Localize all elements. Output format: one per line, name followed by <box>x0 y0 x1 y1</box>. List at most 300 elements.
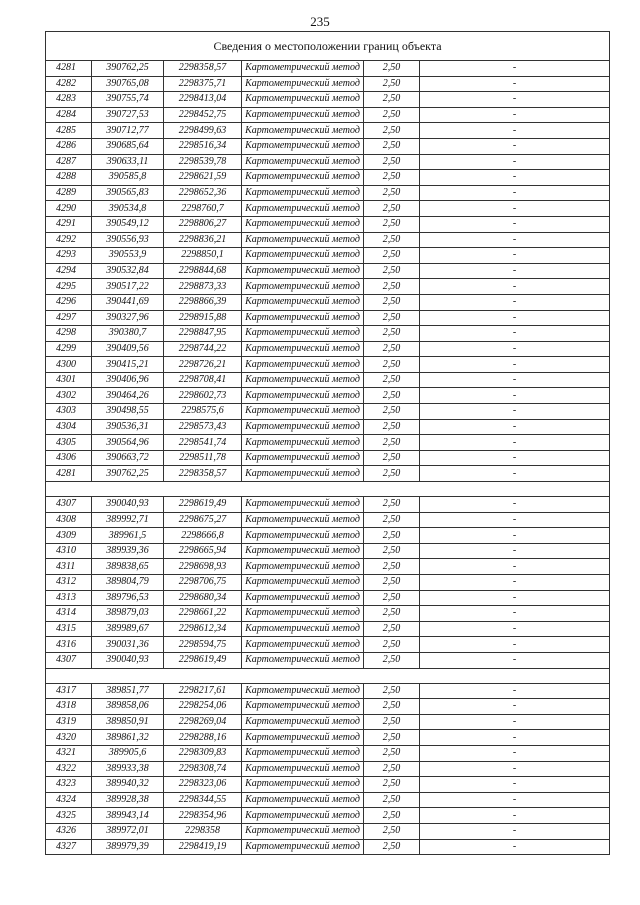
coord-y-cell: 2298358,57 <box>164 466 242 482</box>
method-cell: Картометрический метод <box>242 216 364 232</box>
description-cell: - <box>420 92 610 108</box>
coord-x-cell: 390534,8 <box>92 201 164 217</box>
point-number-cell: 4281 <box>46 466 92 482</box>
method-cell: Картометрический метод <box>242 761 364 777</box>
method-cell: Картометрический метод <box>242 419 364 435</box>
method-cell: Картометрический метод <box>242 590 364 606</box>
coord-x-cell: 390765,08 <box>92 76 164 92</box>
coord-x-cell: 389796,53 <box>92 590 164 606</box>
table-row <box>46 76 610 92</box>
accuracy-cell: 2,50 <box>364 823 420 839</box>
point-number-cell: 4300 <box>46 357 92 373</box>
table-row <box>46 575 610 591</box>
point-number-cell: 4303 <box>46 404 92 420</box>
description-cell: - <box>420 683 610 699</box>
description-cell: - <box>420 372 610 388</box>
block-separator-row <box>46 668 610 683</box>
coord-y-cell: 2298661,22 <box>164 606 242 622</box>
coord-x-cell: 390553,9 <box>92 248 164 264</box>
accuracy-cell: 2,50 <box>364 107 420 123</box>
table-row <box>46 435 610 451</box>
description-cell: - <box>420 528 610 544</box>
method-cell: Картометрический метод <box>242 792 364 808</box>
accuracy-cell: 2,50 <box>364 232 420 248</box>
method-cell: Картометрический метод <box>242 621 364 637</box>
coord-x-cell: 390685,64 <box>92 138 164 154</box>
coord-y-cell: 2298575,6 <box>164 404 242 420</box>
coord-y-cell: 2298254,06 <box>164 699 242 715</box>
method-cell: Картометрический метод <box>242 263 364 279</box>
description-cell: - <box>420 823 610 839</box>
coord-y-cell: 2298217,61 <box>164 683 242 699</box>
coord-x-cell: 389992,71 <box>92 512 164 528</box>
coord-x-cell: 389961,5 <box>92 528 164 544</box>
coord-y-cell: 2298269,04 <box>164 714 242 730</box>
coord-y-cell: 2298602,73 <box>164 388 242 404</box>
accuracy-cell: 2,50 <box>364 372 420 388</box>
coord-x-cell: 390040,93 <box>92 497 164 513</box>
coord-y-cell: 2298358,57 <box>164 61 242 77</box>
point-number-cell: 4308 <box>46 512 92 528</box>
accuracy-cell: 2,50 <box>364 512 420 528</box>
table-row <box>46 185 610 201</box>
accuracy-cell: 2,50 <box>364 777 420 793</box>
point-number-cell: 4317 <box>46 683 92 699</box>
description-cell: - <box>420 185 610 201</box>
coord-x-cell: 390663,72 <box>92 450 164 466</box>
table-row <box>46 263 610 279</box>
description-cell: - <box>420 248 610 264</box>
coord-x-cell: 390498,55 <box>92 404 164 420</box>
table-row <box>46 621 610 637</box>
description-cell: - <box>420 279 610 295</box>
method-cell: Картометрический метод <box>242 466 364 482</box>
coord-x-cell: 389943,14 <box>92 808 164 824</box>
point-number-cell: 4323 <box>46 777 92 793</box>
method-cell: Картометрический метод <box>242 528 364 544</box>
coord-y-cell: 2298288,16 <box>164 730 242 746</box>
point-number-cell: 4319 <box>46 714 92 730</box>
point-number-cell: 4309 <box>46 528 92 544</box>
point-number-cell: 4301 <box>46 372 92 388</box>
coord-x-cell: 390556,93 <box>92 232 164 248</box>
description-cell: - <box>420 435 610 451</box>
table-row <box>46 294 610 310</box>
point-number-cell: 4283 <box>46 92 92 108</box>
coord-y-cell: 2298619,49 <box>164 652 242 668</box>
description-cell: - <box>420 777 610 793</box>
accuracy-cell: 2,50 <box>364 575 420 591</box>
accuracy-cell: 2,50 <box>364 279 420 295</box>
description-cell: - <box>420 761 610 777</box>
table-row <box>46 310 610 326</box>
table-row <box>46 745 610 761</box>
point-number-cell: 4311 <box>46 559 92 575</box>
point-number-cell: 4288 <box>46 170 92 186</box>
coord-y-cell: 2298847,95 <box>164 326 242 342</box>
table-row <box>46 357 610 373</box>
point-number-cell: 4290 <box>46 201 92 217</box>
description-cell: - <box>420 388 610 404</box>
coord-y-cell: 2298309,83 <box>164 745 242 761</box>
coord-y-cell: 2298344,55 <box>164 792 242 808</box>
description-cell: - <box>420 123 610 139</box>
accuracy-cell: 2,50 <box>364 559 420 575</box>
method-cell: Картометрический метод <box>242 777 364 793</box>
table-row <box>46 606 610 622</box>
coord-y-cell: 2298358 <box>164 823 242 839</box>
table-row <box>46 201 610 217</box>
table-header-row <box>46 32 610 61</box>
coord-x-cell: 389979,39 <box>92 839 164 855</box>
table-row <box>46 123 610 139</box>
coord-y-cell: 2298619,49 <box>164 497 242 513</box>
accuracy-cell: 2,50 <box>364 294 420 310</box>
description-cell: - <box>420 294 610 310</box>
method-cell: Картометрический метод <box>242 543 364 559</box>
point-number-cell: 4316 <box>46 637 92 653</box>
accuracy-cell: 2,50 <box>364 201 420 217</box>
description-cell: - <box>420 154 610 170</box>
boundary-table <box>45 31 610 855</box>
point-number-cell: 4310 <box>46 543 92 559</box>
point-number-cell: 4281 <box>46 61 92 77</box>
point-number-cell: 4286 <box>46 138 92 154</box>
description-cell: - <box>420 606 610 622</box>
coord-x-cell: 390464,26 <box>92 388 164 404</box>
point-number-cell: 4326 <box>46 823 92 839</box>
method-cell: Картометрический метод <box>242 310 364 326</box>
table-row <box>46 730 610 746</box>
method-cell: Картометрический метод <box>242 699 364 715</box>
description-cell: - <box>420 699 610 715</box>
coord-y-cell: 2298836,21 <box>164 232 242 248</box>
coord-x-cell: 390380,7 <box>92 326 164 342</box>
point-number-cell: 4307 <box>46 652 92 668</box>
method-cell: Картометрический метод <box>242 372 364 388</box>
coord-y-cell: 2298866,39 <box>164 294 242 310</box>
method-cell: Картометрический метод <box>242 404 364 420</box>
point-number-cell: 4294 <box>46 263 92 279</box>
point-number-cell: 4304 <box>46 419 92 435</box>
point-number-cell: 4321 <box>46 745 92 761</box>
accuracy-cell: 2,50 <box>364 435 420 451</box>
coord-x-cell: 389838,65 <box>92 559 164 575</box>
coord-y-cell: 2298419,19 <box>164 839 242 855</box>
method-cell: Картометрический метод <box>242 497 364 513</box>
description-cell: - <box>420 543 610 559</box>
description-cell: - <box>420 808 610 824</box>
description-cell: - <box>420 404 610 420</box>
coord-x-cell: 390633,11 <box>92 154 164 170</box>
coord-x-cell: 389858,06 <box>92 699 164 715</box>
accuracy-cell: 2,50 <box>364 357 420 373</box>
method-cell: Картометрический метод <box>242 606 364 622</box>
accuracy-cell: 2,50 <box>364 683 420 699</box>
coord-y-cell: 2298511,78 <box>164 450 242 466</box>
point-number-cell: 4305 <box>46 435 92 451</box>
method-cell: Картометрический метод <box>242 435 364 451</box>
table-row <box>46 419 610 435</box>
separator-cell <box>46 668 610 683</box>
table-title: Сведения о местоположении границ объекта <box>46 32 610 61</box>
coord-y-cell: 2298680,34 <box>164 590 242 606</box>
description-cell: - <box>420 652 610 668</box>
coord-x-cell: 389933,38 <box>92 761 164 777</box>
coord-y-cell: 2298726,21 <box>164 357 242 373</box>
accuracy-cell: 2,50 <box>364 61 420 77</box>
description-cell: - <box>420 107 610 123</box>
table-row <box>46 61 610 77</box>
method-cell: Картометрический метод <box>242 839 364 855</box>
coord-x-cell: 390327,96 <box>92 310 164 326</box>
description-cell: - <box>420 138 610 154</box>
description-cell: - <box>420 310 610 326</box>
point-number-cell: 4322 <box>46 761 92 777</box>
table-row <box>46 450 610 466</box>
accuracy-cell: 2,50 <box>364 528 420 544</box>
description-cell: - <box>420 621 610 637</box>
coord-x-cell: 390532,84 <box>92 263 164 279</box>
accuracy-cell: 2,50 <box>364 466 420 482</box>
method-cell: Картометрический метод <box>242 123 364 139</box>
method-cell: Картометрический метод <box>242 154 364 170</box>
accuracy-cell: 2,50 <box>364 621 420 637</box>
coord-y-cell: 2298612,34 <box>164 621 242 637</box>
description-cell: - <box>420 170 610 186</box>
table-row <box>46 92 610 108</box>
description-cell: - <box>420 512 610 528</box>
accuracy-cell: 2,50 <box>364 652 420 668</box>
point-number-cell: 4314 <box>46 606 92 622</box>
coord-y-cell: 2298354,96 <box>164 808 242 824</box>
table-row <box>46 388 610 404</box>
coord-y-cell: 2298594,75 <box>164 637 242 653</box>
method-cell: Картометрический метод <box>242 450 364 466</box>
accuracy-cell: 2,50 <box>364 714 420 730</box>
method-cell: Картометрический метод <box>242 61 364 77</box>
accuracy-cell: 2,50 <box>364 92 420 108</box>
accuracy-cell: 2,50 <box>364 76 420 92</box>
accuracy-cell: 2,50 <box>364 388 420 404</box>
table-row <box>46 497 610 513</box>
accuracy-cell: 2,50 <box>364 808 420 824</box>
method-cell: Картометрический метод <box>242 357 364 373</box>
coord-x-cell: 390031,36 <box>92 637 164 653</box>
accuracy-cell: 2,50 <box>364 170 420 186</box>
coord-y-cell: 2298516,34 <box>164 138 242 154</box>
coord-x-cell: 390762,25 <box>92 61 164 77</box>
coord-x-cell: 390712,77 <box>92 123 164 139</box>
coord-x-cell: 389939,36 <box>92 543 164 559</box>
coord-y-cell: 2298573,43 <box>164 419 242 435</box>
method-cell: Картометрический метод <box>242 107 364 123</box>
coord-x-cell: 390441,69 <box>92 294 164 310</box>
method-cell: Картометрический метод <box>242 714 364 730</box>
method-cell: Картометрический метод <box>242 138 364 154</box>
description-cell: - <box>420 714 610 730</box>
coord-y-cell: 2298806,27 <box>164 216 242 232</box>
description-cell: - <box>420 326 610 342</box>
point-number-cell: 4296 <box>46 294 92 310</box>
coord-x-cell: 389905,6 <box>92 745 164 761</box>
table-row <box>46 512 610 528</box>
table-row <box>46 404 610 420</box>
point-number-cell: 4302 <box>46 388 92 404</box>
method-cell: Картометрический метод <box>242 559 364 575</box>
point-number-cell: 4306 <box>46 450 92 466</box>
point-number-cell: 4285 <box>46 123 92 139</box>
coord-x-cell: 390762,25 <box>92 466 164 482</box>
table-row <box>46 777 610 793</box>
coord-y-cell: 2298308,74 <box>164 761 242 777</box>
accuracy-cell: 2,50 <box>364 745 420 761</box>
point-number-cell: 4312 <box>46 575 92 591</box>
coord-y-cell: 2298760,7 <box>164 201 242 217</box>
description-cell: - <box>420 730 610 746</box>
table-row <box>46 528 610 544</box>
point-number-cell: 4299 <box>46 341 92 357</box>
method-cell: Картометрический метод <box>242 388 364 404</box>
method-cell: Картометрический метод <box>242 745 364 761</box>
coord-x-cell: 389972,01 <box>92 823 164 839</box>
method-cell: Картометрический метод <box>242 823 364 839</box>
coord-y-cell: 2298698,93 <box>164 559 242 575</box>
point-number-cell: 4324 <box>46 792 92 808</box>
coord-y-cell: 2298323,06 <box>164 777 242 793</box>
table-row <box>46 216 610 232</box>
coord-y-cell: 2298375,71 <box>164 76 242 92</box>
table-row <box>46 652 610 668</box>
method-cell: Картометрический метод <box>242 185 364 201</box>
table-row <box>46 232 610 248</box>
table-row <box>46 279 610 295</box>
accuracy-cell: 2,50 <box>364 248 420 264</box>
description-cell: - <box>420 590 610 606</box>
point-number-cell: 4292 <box>46 232 92 248</box>
accuracy-cell: 2,50 <box>364 839 420 855</box>
coord-x-cell: 390565,83 <box>92 185 164 201</box>
table-row <box>46 107 610 123</box>
accuracy-cell: 2,50 <box>364 341 420 357</box>
table-row <box>46 590 610 606</box>
accuracy-cell: 2,50 <box>364 637 420 653</box>
description-cell: - <box>420 419 610 435</box>
description-cell: - <box>420 76 610 92</box>
accuracy-cell: 2,50 <box>364 185 420 201</box>
description-cell: - <box>420 559 610 575</box>
point-number-cell: 4297 <box>46 310 92 326</box>
coord-y-cell: 2298915,88 <box>164 310 242 326</box>
coord-x-cell: 390517,22 <box>92 279 164 295</box>
coord-x-cell: 389879,03 <box>92 606 164 622</box>
coord-y-cell: 2298708,41 <box>164 372 242 388</box>
coord-x-cell: 389928,38 <box>92 792 164 808</box>
point-number-cell: 4318 <box>46 699 92 715</box>
coord-y-cell: 2298844,68 <box>164 263 242 279</box>
table-row <box>46 372 610 388</box>
method-cell: Картометрический метод <box>242 201 364 217</box>
description-cell: - <box>420 497 610 513</box>
description-cell: - <box>420 232 610 248</box>
coord-x-cell: 389851,77 <box>92 683 164 699</box>
point-number-cell: 4307 <box>46 497 92 513</box>
table-row <box>46 761 610 777</box>
accuracy-cell: 2,50 <box>364 543 420 559</box>
accuracy-cell: 2,50 <box>364 154 420 170</box>
accuracy-cell: 2,50 <box>364 216 420 232</box>
description-cell: - <box>420 637 610 653</box>
method-cell: Картометрический метод <box>242 730 364 746</box>
coord-y-cell: 2298652,36 <box>164 185 242 201</box>
block-separator-row <box>46 482 610 497</box>
coord-x-cell: 389940,32 <box>92 777 164 793</box>
description-cell: - <box>420 61 610 77</box>
accuracy-cell: 2,50 <box>364 326 420 342</box>
coord-y-cell: 2298665,94 <box>164 543 242 559</box>
method-cell: Картометрический метод <box>242 512 364 528</box>
table-row <box>46 326 610 342</box>
description-cell: - <box>420 357 610 373</box>
coord-x-cell: 390549,12 <box>92 216 164 232</box>
coord-x-cell: 389804,79 <box>92 575 164 591</box>
coord-y-cell: 2298850,1 <box>164 248 242 264</box>
method-cell: Картометрический метод <box>242 232 364 248</box>
point-number-cell: 4282 <box>46 76 92 92</box>
table-row <box>46 466 610 482</box>
table-row <box>46 170 610 186</box>
method-cell: Картометрический метод <box>242 652 364 668</box>
point-number-cell: 4293 <box>46 248 92 264</box>
method-cell: Картометрический метод <box>242 341 364 357</box>
table-row <box>46 714 610 730</box>
description-cell: - <box>420 263 610 279</box>
table-row <box>46 808 610 824</box>
point-number-cell: 4315 <box>46 621 92 637</box>
point-number-cell: 4313 <box>46 590 92 606</box>
accuracy-cell: 2,50 <box>364 404 420 420</box>
coord-x-cell: 390415,21 <box>92 357 164 373</box>
accuracy-cell: 2,50 <box>364 263 420 279</box>
coord-y-cell: 2298541,74 <box>164 435 242 451</box>
description-cell: - <box>420 201 610 217</box>
accuracy-cell: 2,50 <box>364 699 420 715</box>
table-row <box>46 839 610 855</box>
accuracy-cell: 2,50 <box>364 792 420 808</box>
coord-y-cell: 2298873,33 <box>164 279 242 295</box>
accuracy-cell: 2,50 <box>364 606 420 622</box>
method-cell: Картометрический метод <box>242 575 364 591</box>
table-row <box>46 637 610 653</box>
method-cell: Картометрический метод <box>242 294 364 310</box>
coord-x-cell: 390536,31 <box>92 419 164 435</box>
coord-y-cell: 2298621,59 <box>164 170 242 186</box>
point-number-cell: 4284 <box>46 107 92 123</box>
method-cell: Картометрический метод <box>242 170 364 186</box>
method-cell: Картометрический метод <box>242 76 364 92</box>
table-row <box>46 559 610 575</box>
coord-y-cell: 2298539,78 <box>164 154 242 170</box>
coord-y-cell: 2298499,63 <box>164 123 242 139</box>
accuracy-cell: 2,50 <box>364 761 420 777</box>
point-number-cell: 4287 <box>46 154 92 170</box>
coord-x-cell: 389850,91 <box>92 714 164 730</box>
coord-x-cell: 389861,32 <box>92 730 164 746</box>
separator-cell <box>46 482 610 497</box>
table-row <box>46 138 610 154</box>
point-number-cell: 4291 <box>46 216 92 232</box>
point-number-cell: 4327 <box>46 839 92 855</box>
